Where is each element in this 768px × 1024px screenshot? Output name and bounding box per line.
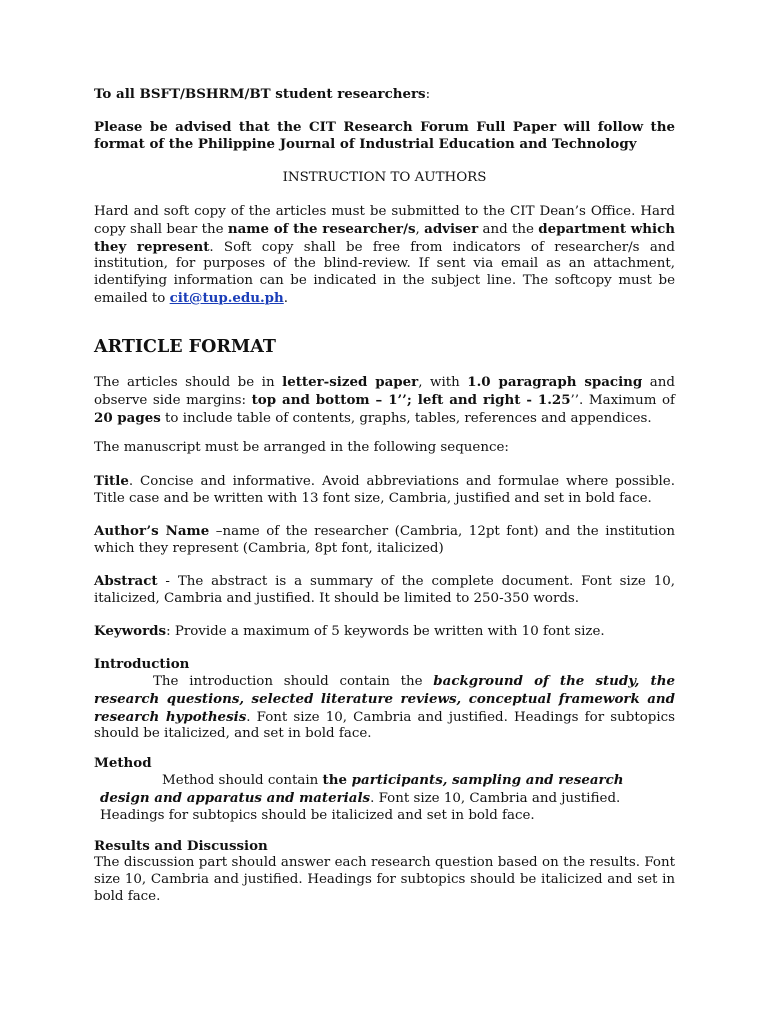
introduction-text-2: . Font size 10, Cambria and justified. Headings for subtopics should be italicized, and set in bold face. — [94, 709, 675, 742]
format-bold-margins: top and bottom – 1’’; left and right - 1.25 — [251, 391, 571, 408]
format-text-5: to include table of contents, graphs, tables, references and appendices. — [160, 410, 652, 426]
submission-paragraph — [94, 204, 675, 308]
instruction-heading: INSTRUCTION TO AUTHORS — [282, 170, 487, 185]
abstract-item-text: - The abstract is a summary of the complete document. Font size 10, italicized, Cambria and justified. It should be limited to 250-350 words. — [94, 574, 675, 606]
email-link[interactable]: cit@tup.edu.ph — [169, 289, 284, 306]
keywords-item-label: Keywords — [94, 623, 167, 639]
method-bold: the — [322, 772, 352, 788]
format-bold-spacing: 1.0 paragraph spacing — [467, 374, 643, 390]
introduction-heading: Introduction — [94, 656, 190, 672]
format-paragraph — [94, 374, 675, 427]
submission-text-5: . — [283, 290, 289, 306]
title-item-text: . Concise and informative. Avoid abbreviations and formulae where possible. Title case and be written with 13 font size, Cambria, justified and set in bold face. — [94, 474, 675, 506]
method-bold-italic: participants, sampling and research design and apparatus and materials — [100, 772, 624, 806]
abstract-item-label: Abstract — [94, 573, 158, 589]
submission-bold-researcher: name of the researcher/s — [227, 220, 416, 237]
format-text-3: and observe side margins: — [94, 375, 675, 408]
submission-bold-department: department which they represent — [94, 220, 675, 255]
sequence-intro: The manuscript must be arranged in the following sequence: — [94, 440, 509, 455]
submission-text-1: Hard and soft copy of the articles must be submitted to the CIT Dean’s Office. Hard copy shall bear the — [94, 204, 675, 237]
author-item — [94, 523, 675, 558]
greeting-colon: : — [425, 87, 431, 102]
results-paragraph: The discussion part should answer each research question based on the results. Font size 10, Cambria and justified. Headings for subtopics should be italicized and set in bold face. — [94, 855, 675, 904]
submission-text-2: , — [415, 221, 425, 237]
author-item-text: –name of the researcher (Cambria, 12pt font) and the institution which they represent (Cambria, 8pt font, italicized) — [94, 524, 675, 556]
submission-text-4: . Soft copy shall be free from indicators of researcher/s and institution, for purposes of the blind-review. If sent via email as an attachment, identifying information can be indicated in the subject line. The softcopy must be emailed to — [94, 239, 675, 306]
format-text-1: The articles should be in — [94, 375, 283, 390]
format-text-4: ’’. Maximum of — [570, 392, 676, 408]
format-bold-paper: letter-sized paper — [282, 374, 419, 390]
abstract-item — [94, 573, 675, 608]
format-bold-pages: 20 pages — [94, 409, 161, 426]
method-heading: Method — [94, 755, 152, 771]
format-text-2: , with — [418, 375, 468, 390]
results-heading: Results and Discussion — [94, 838, 268, 854]
method-text-1: Method should contain — [162, 773, 323, 788]
keywords-item-text: : Provide a maximum of 5 keywords be written with 10 font size. — [166, 624, 605, 639]
submission-bold-adviser: adviser — [424, 220, 479, 237]
keywords-item — [94, 623, 675, 641]
author-item-label: Author’s Name — [94, 523, 210, 539]
advisory-paragraph: Please be advised that the CIT Research Forum Full Paper will follow the format of the Philippine Journal of Industrial Education and Technology — [94, 119, 675, 152]
title-item-label: Title — [94, 473, 129, 489]
introduction-text-1: The introduction should contain the — [153, 674, 434, 689]
introduction-bold-italic: background of the study, the research questions, selected literature reviews, conceptual framework and research hypothesis — [94, 673, 676, 725]
submission-text-3: and the — [478, 221, 539, 237]
method-text-2: . Font size 10, Cambria and justified. Headings for subtopics should be italicized and set in bold face. — [100, 790, 621, 823]
greeting-line — [94, 86, 675, 104]
method-paragraph — [100, 772, 656, 824]
title-item — [94, 473, 675, 508]
article-format-heading: ARTICLE FORMAT — [94, 337, 276, 357]
introduction-paragraph — [94, 673, 675, 743]
greeting-text: To all BSFT/BSHRM/BT student researchers — [94, 86, 426, 102]
